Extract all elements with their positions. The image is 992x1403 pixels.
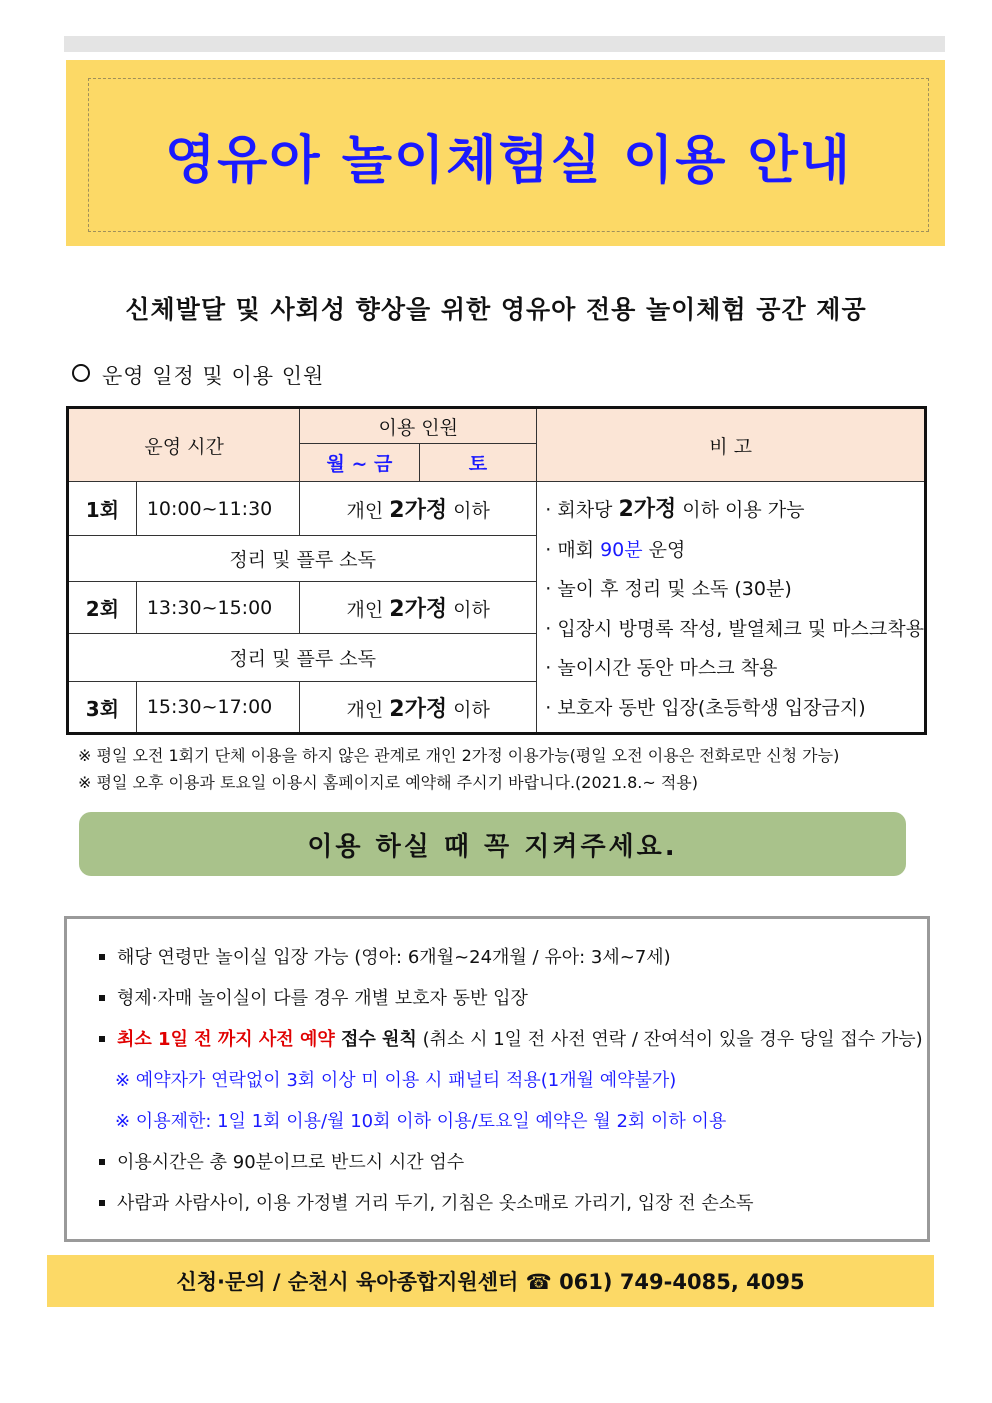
- capacity: 개인 2가정 이하: [300, 582, 537, 634]
- square-bullet-icon: [99, 1036, 105, 1042]
- note-item: · 매회 90분 운영: [545, 538, 686, 561]
- title-dashed-frame: [88, 78, 929, 232]
- cleaning-row: 정리 및 플루 소독: [68, 536, 537, 582]
- rule-subitem: ※ 예약자가 연락없이 3회 이상 미 이용 시 패널티 적용(1개월 예약불가): [115, 1070, 677, 1091]
- section-title: 운영 일정 및 이용 인원: [102, 364, 325, 388]
- capacity: 개인 2가정 이하: [300, 682, 537, 734]
- rule-item: 이용시간은 총 90분이므로 반드시 시간 엄수: [99, 1144, 923, 1185]
- time-range: 15:30~17:00: [136, 682, 299, 734]
- section-heading: [72, 360, 324, 390]
- round-label: 3회: [68, 682, 137, 734]
- square-bullet-icon: [99, 995, 105, 1001]
- round-label: 1회: [68, 482, 137, 536]
- note-item: · 보호자 동반 입장(초등학생 입장금지): [545, 696, 866, 719]
- square-bullet-icon: [99, 1159, 105, 1165]
- cleaning-row: 정리 및 플루 소독: [68, 634, 537, 682]
- rule-subitem: ※ 이용제한: 1일 1회 이용/월 10회 이하 이용/토요일 예약은 월 2회 이하 이용: [115, 1111, 727, 1132]
- table-row: [68, 482, 926, 536]
- rules-box: [64, 916, 930, 1242]
- note-item: · 놀이시간 동안 마스크 착용: [545, 657, 778, 679]
- remark-line: ※ 평일 오전 1회기 단체 이용을 하지 않은 관계로 개인 2가정 이용가능(평일 오전 이용은 전화로만 신청 가능): [78, 746, 840, 765]
- table-header-row: [68, 408, 926, 444]
- subtitle: 신체발달 및 사회성 향상을 위한 영유아 전용 놀이체험 공간 제공: [125, 295, 867, 324]
- page-title: 영유아 놀이체험실 이용 안내: [164, 130, 853, 191]
- note-item: · 놀이 후 정리 및 소독 (30분): [545, 578, 792, 600]
- round-label: 2회: [68, 582, 137, 634]
- top-gray-bar: [64, 36, 945, 52]
- note-item: · 입장시 방명록 작성, 발열체크 및 마스크착용: [545, 617, 924, 640]
- square-bullet-icon: [99, 1200, 105, 1206]
- rule-item: 사람과 사람사이, 이용 가정별 거리 두기, 기침은 옷소매로 가리기, 입장 전 손소독: [99, 1185, 923, 1226]
- rules-list: [99, 939, 923, 1226]
- header-sat: 토: [419, 444, 537, 482]
- rule-item: 해당 연령만 놀이실 입장 가능 (영아: 6개월~24개월 / 유아: 3세~7세): [99, 939, 923, 980]
- time-range: 13:30~15:00: [136, 582, 299, 634]
- notice-banner: 이용 하실 때 꼭 지켜주세요.: [79, 812, 906, 876]
- header-remarks: 비 고: [537, 408, 926, 482]
- header-mon-fri: 월 ~ 금: [300, 444, 420, 482]
- schedule-table: [66, 406, 927, 735]
- remark-line: ※ 평일 오후 이용과 토요일 이용시 홈페이지로 예약해 주시기 바랍니다.(2021.8.~ 적용): [78, 773, 698, 792]
- header-op-time: 운영 시간: [68, 408, 300, 482]
- contact-bar: 신청·문의 / 순천시 육아종합지원센터 ☎ 061) 749-4085, 4095: [47, 1255, 934, 1307]
- header-users: 이용 인원: [300, 408, 537, 444]
- notes-cell: [537, 482, 926, 734]
- time-range: 10:00~11:30: [136, 482, 299, 536]
- rule-item: 최소 1일 전 까지 사전 예약 접수 원칙 (취소 시 1일 전 사전 연락 / 잔여석이 있을 경우 당일 접수 가능): [99, 1021, 923, 1062]
- rule-item: 형제·자매 놀이실이 다를 경우 개별 보호자 동반 입장: [99, 980, 923, 1021]
- note-item: · 회차당 2가정 이하 이용 가능: [545, 497, 805, 522]
- title-banner: [66, 60, 945, 246]
- circle-bullet-icon: [72, 364, 90, 382]
- remarks: [78, 742, 839, 796]
- capacity: 개인 2가정 이하: [300, 482, 537, 536]
- square-bullet-icon: [99, 954, 105, 960]
